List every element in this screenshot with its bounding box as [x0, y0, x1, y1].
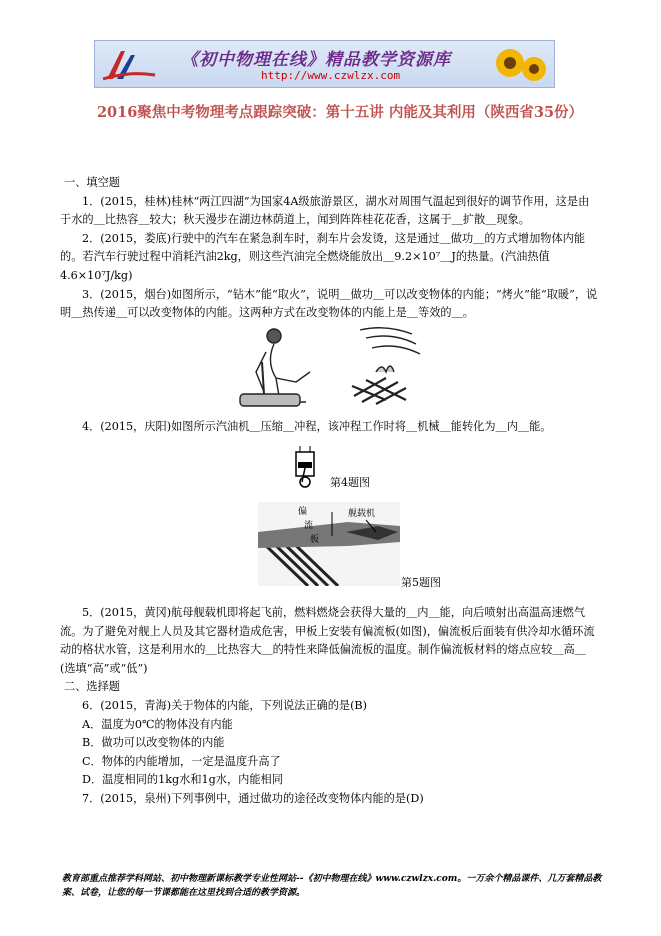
question-5: 5．(2015，黄冈)航母舰载机即将起飞前，燃料燃烧会获得大量的＿内＿能，向后喷射出高温高速燃气流。为了避免对舰上人员及其它器材造成危害，甲板上安装有偏流板(如图)，偏流板后面装有供冷却水循环流动的格状水管，这是利用水的＿比热容大＿的特性来降低偏流板的温度。制作偏流板材料的熔点应较＿高＿(选填“高”或“低”): [60, 606, 595, 675]
question-1: 1．(2015，桂林)桂林“两江四湖”为国家4A级旅游景区，湖水对周围气温起到很好的调节作用，这是由于水的＿比热容＿较大；秋天漫步在湖边林荫道上，闻到阵阵桂花花香，这属于＿扩散＿现象。: [60, 194, 590, 227]
site-logo-icon: [99, 45, 159, 83]
banner-url: http://www.czwlzx.com: [261, 69, 401, 82]
section-heading-2: 二、选择题: [64, 680, 120, 694]
option-b: B．做功可以改变物体的内能: [82, 736, 225, 750]
fig5-label-1: 偏: [298, 507, 308, 517]
fig5-label-3: 板: [310, 535, 320, 545]
banner-title: 《初中物理在线》精品教学资源库: [181, 50, 451, 70]
document-body-2: [60, 604, 600, 809]
question-4: 4．(2015，庆阳)如图所示汽油机＿压缩＿冲程，该冲程工作时将＿机械＿能转化为＿内＿能。: [82, 420, 552, 433]
section-heading: 一、填空题: [64, 176, 120, 189]
figure-4-caption: 第4题图: [330, 476, 370, 489]
fig5-label-4: 舰载机: [348, 509, 376, 519]
question-6: 6．(2015，青海)关于物体的内能，下列说法正确的是(B): [82, 698, 368, 712]
option-c: C．物体的内能增加，一定是温度升高了: [82, 754, 281, 768]
question-4-block: [60, 418, 600, 437]
figure-4-engine: [290, 444, 320, 488]
figure-5-deflector: [258, 502, 400, 586]
fig5-label-2: 流: [304, 521, 314, 531]
document-body: [60, 174, 600, 323]
option-a: A．温度为0℃的物体没有内能: [82, 717, 233, 731]
option-d: D．温度相同的1kg水和1g水，内能相同: [82, 773, 283, 787]
question-3: 3．(2015，烟台)如图所示，“钻木”能“取火”，说明＿做功＿可以改变物体的内能；“烤火”能“取暖”，说明＿热传递＿可以改变物体的内能。这两种方式在改变物体的内能上是＿等效的＿。: [60, 287, 598, 320]
sunflower-icon: [488, 43, 548, 85]
figure-5-caption: 第5题图: [401, 576, 441, 589]
page-footer: 教育部重点推荐学科网站、初中物理新课标教学专业性网站--《初中物理在线》www.czwlzx.com。一万余个精品课件、几万套精品教案、试卷，让您的每一节课都能在这里找到合适的教学资源。: [62, 874, 602, 898]
question-7: 7．(2015，泉州)下列事例中，通过做功的途径改变物体内能的是(D): [82, 791, 424, 805]
question-2: 2．(2015，娄底)行驶中的汽车在紧急刹车时，刹车片会发烫，这是通过＿做功＿的方式增加物体内能的。若汽车行驶过程中消耗汽油2kg，则这些汽油完全燃烧能放出＿9.2×10⁷＿J的热量。(汽油热值4.6×10⁷J/kg): [60, 231, 586, 282]
figure-3-drilling-fire: [236, 322, 436, 414]
header-banner: [94, 40, 555, 88]
page-title: 2016聚焦中考物理考点跟踪突破：第十五讲 内能及其利用（陕西省35份）: [96, 104, 584, 121]
